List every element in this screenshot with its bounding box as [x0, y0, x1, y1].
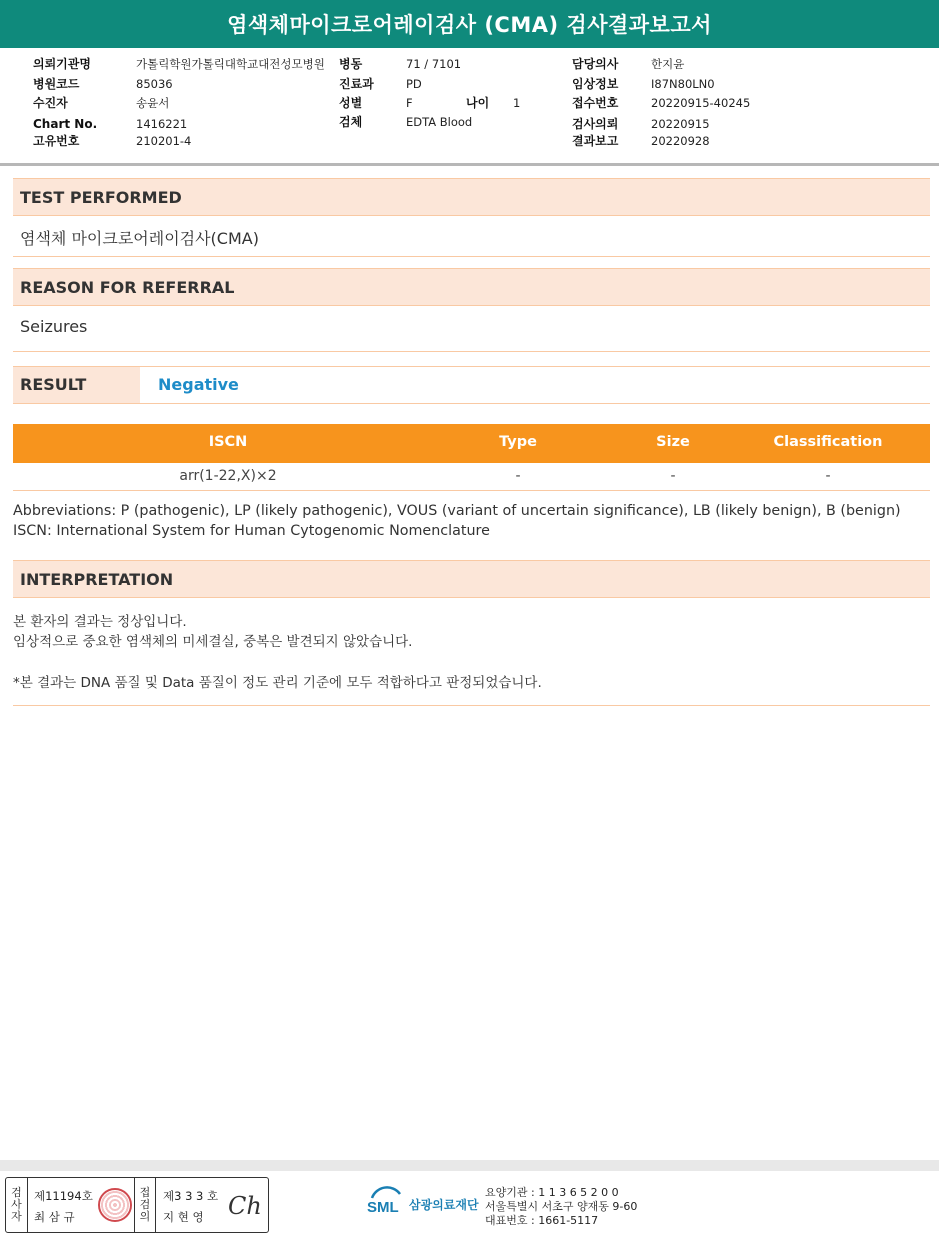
reason-title: REASON FOR REFERRAL	[20, 278, 235, 297]
col-type: Type	[499, 434, 537, 450]
institution-phone: 대표번호 : 1661-5117	[485, 1214, 599, 1227]
interpretation-divider	[13, 705, 930, 706]
interpretation-header	[13, 560, 930, 598]
sml-logo-text: SML	[367, 1199, 399, 1216]
specimen-value: EDTA Blood	[406, 115, 473, 129]
interpretation-line-2: 임상적으로 중요한 염색체의 미세결실, 중복은 발견되지 않았습니다.	[13, 634, 413, 650]
cell-classification: -	[825, 468, 831, 484]
request-date-label: 검사의뢰	[572, 117, 619, 131]
doctor-value: 한지윤	[651, 57, 685, 71]
header-divider	[0, 163, 939, 166]
patient-label: 수진자	[33, 96, 68, 110]
institution-code: 요양기관 : 1 1 3 6 5 2 0 0	[485, 1186, 619, 1199]
result-table-header	[13, 424, 930, 463]
examiner-label-char: 검	[11, 1186, 22, 1199]
confirmer-license: 제3 3 3 호	[163, 1189, 219, 1203]
unique-no-value: 210201-4	[136, 134, 192, 148]
test-performed-title: TEST PERFORMED	[20, 188, 182, 207]
examiner-license: 제11194호	[34, 1189, 93, 1203]
iscn-definition-line: ISCN: International System for Human Cytogenomic Nomenclature	[13, 523, 490, 539]
footer-band	[0, 1160, 939, 1171]
examiner-label-char: 사	[11, 1198, 22, 1211]
examiner-label-char: 자	[11, 1210, 22, 1223]
confirmer-label-char: 검	[139, 1198, 151, 1211]
receipt-no-label: 접수번호	[572, 96, 619, 110]
confirmer-label-char: 의	[139, 1210, 151, 1223]
cell-size: -	[670, 468, 676, 484]
cell-iscn: arr(1-22,X)×2	[179, 468, 277, 484]
table-row	[13, 463, 930, 491]
result-label: RESULT	[20, 375, 87, 394]
signature-box	[5, 1177, 269, 1233]
col-iscn: ISCN	[208, 434, 248, 450]
age-label: 나이	[466, 96, 490, 110]
signature-icon: Ch	[228, 1192, 262, 1220]
reason-text: Seizures	[20, 317, 88, 336]
request-date-value: 20220915	[651, 117, 710, 131]
org-name: 삼광의료재단	[409, 1198, 479, 1212]
specimen-label: 검체	[339, 115, 363, 129]
receipt-no-value: 20220915-40245	[651, 96, 751, 110]
chart-no-label: Chart No.	[33, 117, 98, 131]
report-date-label: 결과보고	[572, 134, 619, 148]
unique-no-label: 고유번호	[33, 134, 80, 148]
interpretation-line-1: 본 환자의 결과는 정상입니다.	[13, 614, 187, 630]
col-classification: Classification	[773, 434, 883, 450]
report-date-value: 20220928	[651, 134, 710, 148]
reason-body	[13, 306, 930, 352]
sex-label: 성별	[339, 96, 363, 110]
hospital-code-label: 병원코드	[33, 77, 80, 91]
hospital-value: 가톨릭학원가톨릭대학교대전성모병원	[136, 57, 325, 71]
col-size: Size	[656, 434, 690, 450]
examiner-label	[6, 1178, 28, 1232]
sex-value: F	[406, 96, 413, 110]
reason-header	[13, 268, 930, 306]
confirmer-label	[134, 1178, 156, 1232]
interpretation-title: INTERPRETATION	[20, 570, 174, 589]
examiner-seal	[98, 1188, 132, 1222]
clinical-info-label: 임상정보	[572, 77, 619, 91]
abbreviations-line: Abbreviations: P (pathogenic), LP (likely pathogenic), VOUS (variant of uncertain significance), LB (likely benign), B (benign)	[13, 503, 901, 519]
patient-value: 송윤서	[136, 96, 170, 110]
age-value: 1	[513, 96, 521, 110]
test-performed-text: 염색체 마이크로어레이검사(CMA)	[20, 229, 259, 248]
test-performed-body	[13, 216, 930, 257]
hospital-code-value: 85036	[136, 77, 173, 91]
result-row	[13, 366, 930, 404]
clinical-info-value: I87N80LN0	[651, 77, 715, 91]
test-performed-header	[13, 178, 930, 216]
interpretation-note: *본 결과는 DNA 품질 및 Data 품질이 정도 관리 기준에 모두 적합하다고 판정되었습니다.	[13, 675, 542, 691]
department-label: 진료과	[339, 77, 374, 91]
cell-type: -	[515, 468, 521, 484]
result-value: Negative	[158, 375, 239, 394]
result-label-cell	[13, 367, 140, 403]
ward-value: 71 / 7101	[406, 57, 462, 71]
doctor-label: 담당의사	[572, 57, 619, 71]
footer	[0, 1160, 939, 1240]
confirmer-name: 지 현 영	[163, 1210, 204, 1224]
confirmer-label-char: 접	[139, 1186, 151, 1199]
hospital-label: 의뢰기관명	[33, 57, 91, 71]
sml-logo-icon	[366, 1182, 406, 1222]
chart-no-value: 1416221	[136, 117, 188, 131]
department-value: PD	[406, 77, 422, 91]
institution-address: 서울특별시 서초구 양재동 9-60	[485, 1200, 638, 1213]
examiner-name: 최 삼 규	[34, 1210, 75, 1224]
ward-label: 병동	[339, 57, 363, 71]
report-title: 염색체마이크로어레이검사 (CMA) 검사결과보고서	[0, 0, 939, 48]
